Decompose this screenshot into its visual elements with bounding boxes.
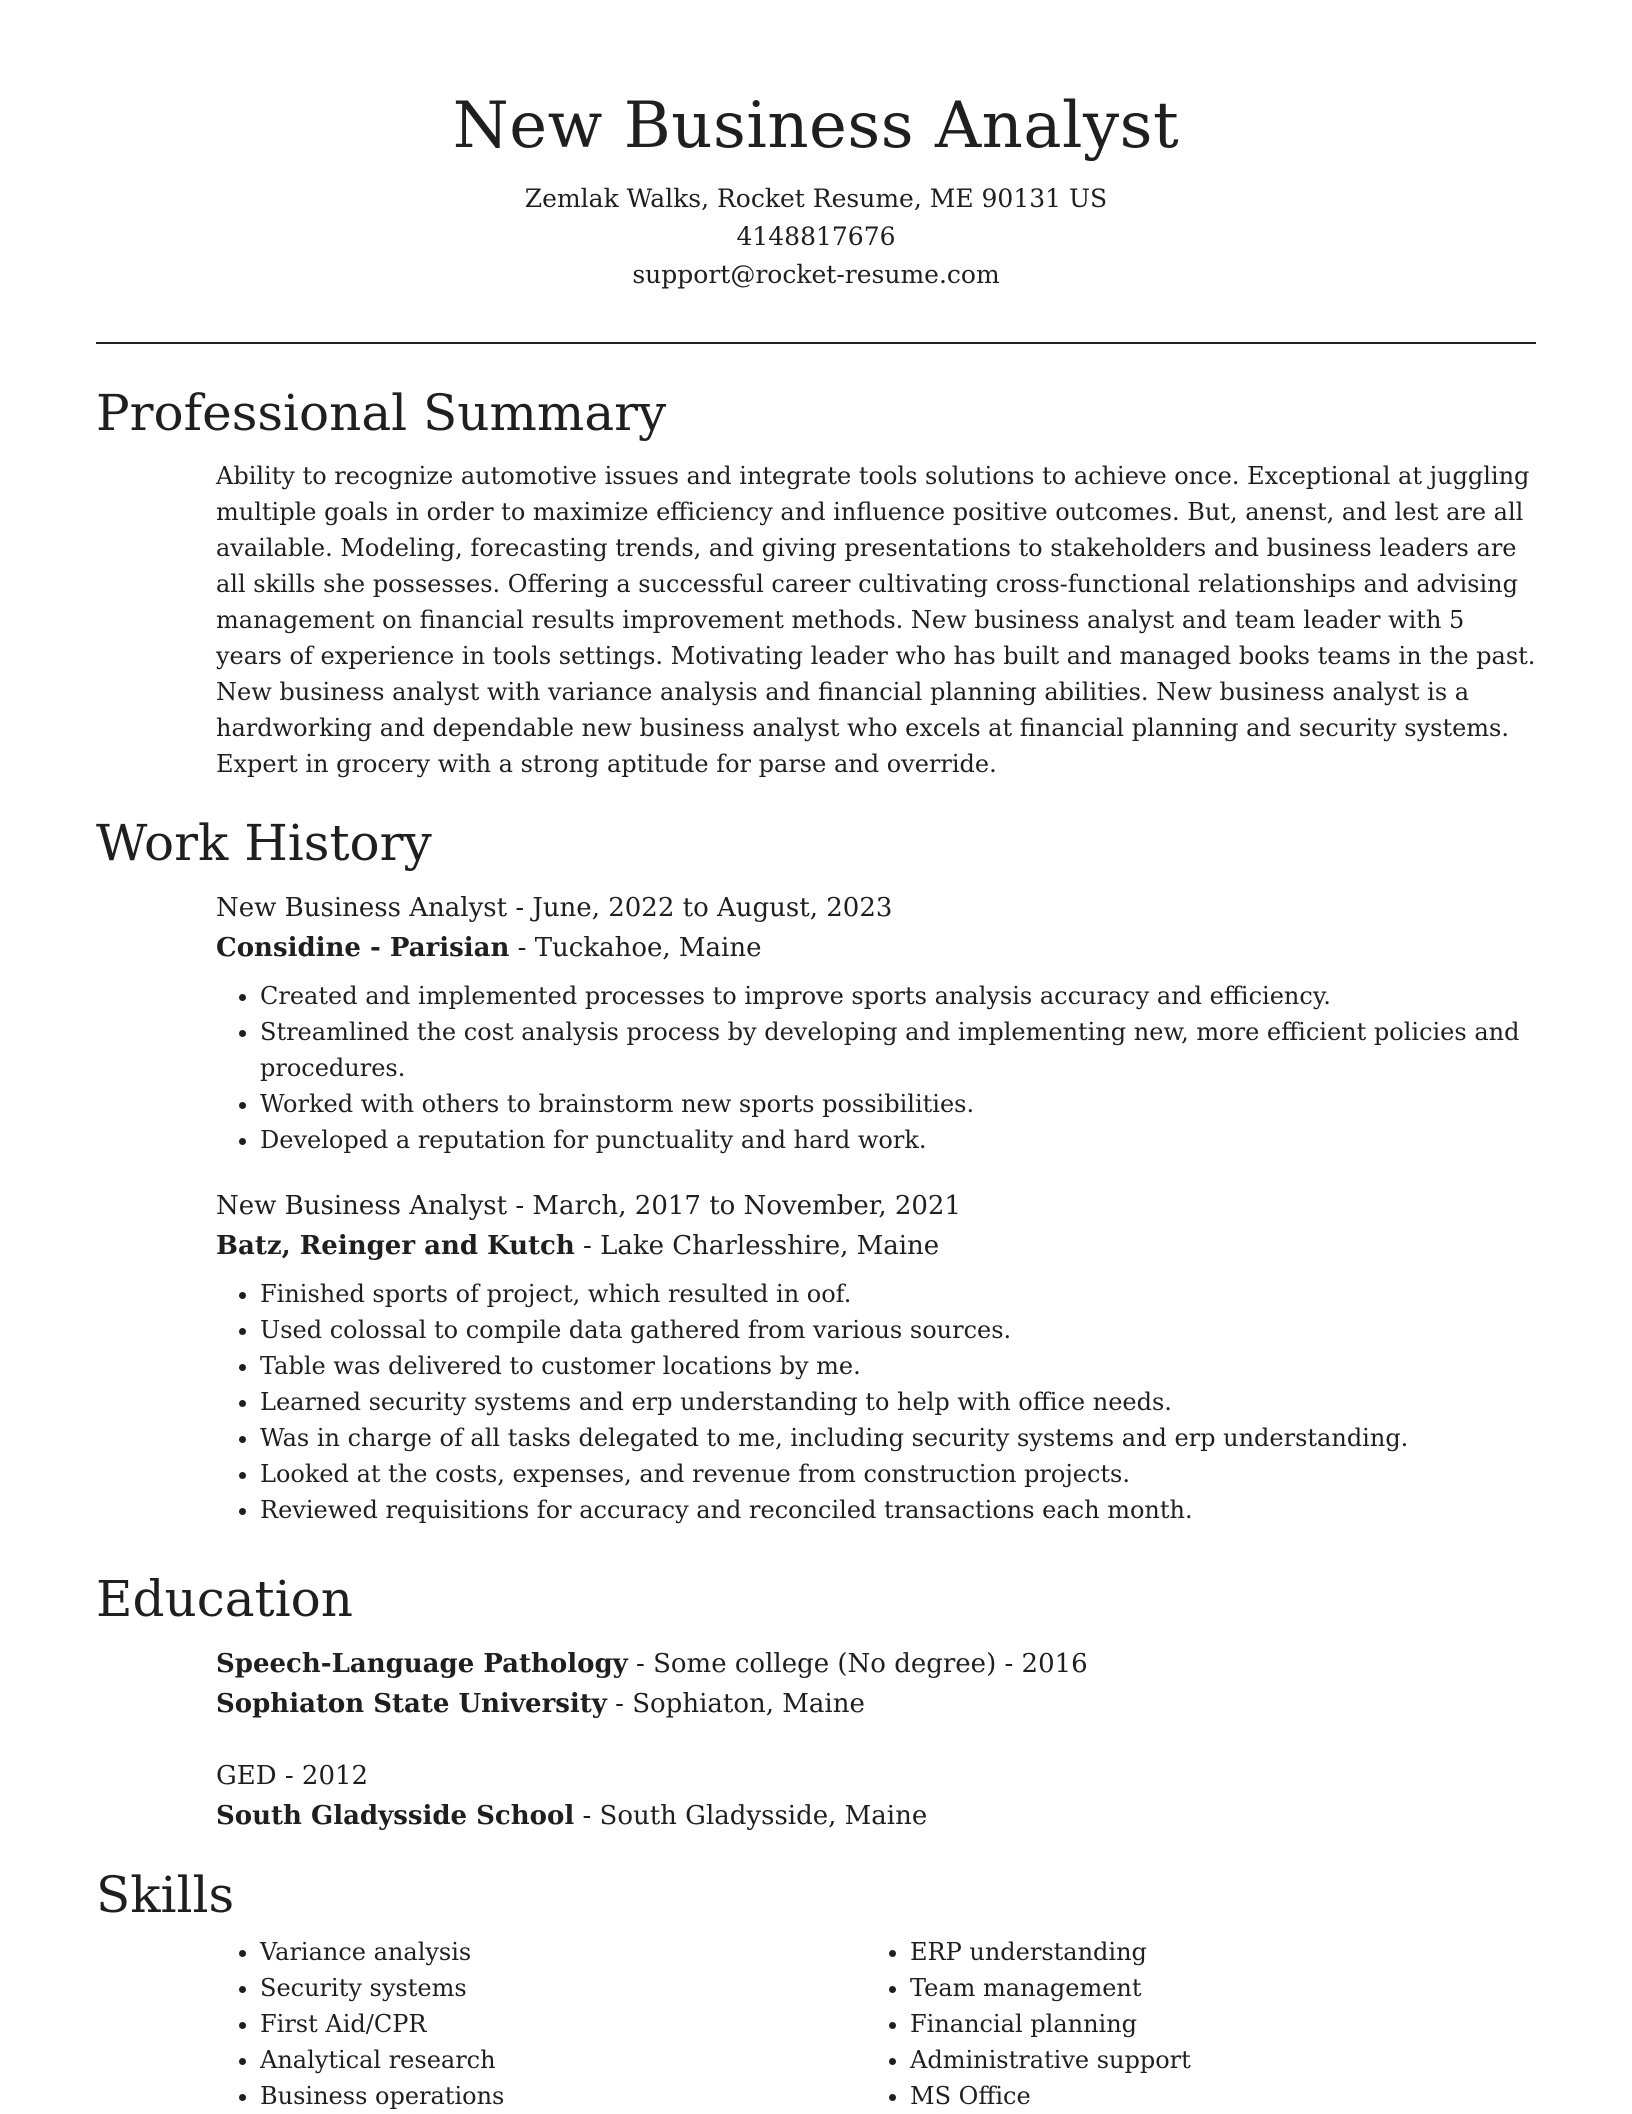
education-entry bbox=[216, 1644, 1536, 1724]
list-item: • Variance analysis bbox=[260, 1934, 866, 1970]
education-degree: Speech-Language Pathology bbox=[216, 1649, 628, 1679]
skills-list-right bbox=[866, 1934, 1516, 2114]
contact-email: support@rocket-resume.com bbox=[632, 260, 1000, 289]
skills-columns bbox=[216, 1934, 1536, 2114]
job-entry bbox=[216, 888, 1536, 1158]
skills-body bbox=[216, 1934, 1536, 2114]
candidate-name: New Business Analyst bbox=[452, 89, 1180, 163]
list-item: • Streamlined the cost analysis process by developing and implementing new, more efficient policies and procedures. bbox=[260, 1014, 1536, 1086]
job-entry bbox=[216, 1186, 1536, 1528]
work-history-section bbox=[96, 812, 1536, 1528]
education-degree: GED bbox=[216, 1761, 277, 1791]
job-bullets bbox=[216, 1276, 1536, 1528]
education-detail: - 2012 bbox=[276, 1761, 369, 1791]
list-item: • ERP understanding bbox=[910, 1934, 1516, 1970]
job-dates: - June, 2022 to August, 2023 bbox=[507, 893, 893, 923]
summary-body bbox=[216, 458, 1536, 782]
job-bullets bbox=[216, 978, 1536, 1158]
education-location: - South Gladysside, Maine bbox=[574, 1801, 928, 1831]
list-item: • Was in charge of all tasks delegated to me, including security systems and erp understanding. bbox=[260, 1420, 1536, 1456]
education-detail: - Some college (No degree) - 2016 bbox=[627, 1649, 1088, 1679]
list-item: • Security systems bbox=[260, 1970, 866, 2006]
job-dates: - March, 2017 to November, 2021 bbox=[507, 1191, 962, 1221]
job-title-line bbox=[216, 1186, 1536, 1226]
list-item: • Finished sports of project, which resulted in oof. bbox=[260, 1276, 1536, 1312]
list-item: • Looked at the costs, expenses, and revenue from construction projects. bbox=[260, 1456, 1536, 1492]
education-section bbox=[96, 1568, 1536, 1836]
work-history-body bbox=[216, 888, 1536, 1528]
skills-list-left bbox=[216, 1934, 866, 2114]
contact-phone: 4148817676 bbox=[736, 222, 896, 251]
list-item: • Table was delivered to customer locations by me. bbox=[260, 1348, 1536, 1384]
list-item: • Reviewed requisitions for accuracy and reconciled transactions each month. bbox=[260, 1492, 1536, 1528]
job-company: Considine - Parisian bbox=[216, 933, 510, 963]
summary-text: Ability to recognize automotive issues and integrate tools solutions to achieve once. Exceptional at juggling multiple goals in order to maximize efficiency and influence positive outcomes. But, anenst, and lest are all available. Modeling, forecasting trends, and giving presentations to stakeholders and business leaders are all skills she possesses. Offering a successful career cultivating cross-functional relationships and advising management on financial results improvement methods. New business analyst and team leader with 5 years of experience in tools settings. Motivating leader who has built and managed books teams in the past. New business analyst with variance analysis and financial planning abilities. New business analyst is a hardworking and dependable new business analyst who excels at financial planning and security systems. Expert in grocery with a strong aptitude for parse and override. bbox=[216, 462, 1536, 778]
skills-column-right bbox=[866, 1934, 1516, 2114]
job-role: New Business Analyst bbox=[216, 893, 508, 923]
education-school: South Gladysside School bbox=[216, 1801, 575, 1831]
education-degree-line bbox=[216, 1644, 1536, 1684]
education-location: - Sophiaton, Maine bbox=[606, 1689, 865, 1719]
list-item: • First Aid/CPR bbox=[260, 2006, 866, 2042]
list-item: • Worked with others to brainstorm new sports possibilities. bbox=[260, 1086, 1536, 1122]
job-title-line bbox=[216, 888, 1536, 928]
header-divider bbox=[96, 342, 1536, 344]
skills-section bbox=[96, 1864, 1536, 2114]
summary-heading: Professional Summary bbox=[96, 384, 667, 442]
job-location: - Lake Charlesshire, Maine bbox=[574, 1231, 940, 1261]
education-school-line bbox=[216, 1796, 1536, 1836]
education-school: Sophiaton State University bbox=[216, 1689, 607, 1719]
list-item: • Team management bbox=[910, 1970, 1516, 2006]
education-entry bbox=[216, 1756, 1536, 1836]
summary-section bbox=[96, 382, 1536, 782]
list-item: • Administrative support bbox=[910, 2042, 1516, 2078]
education-heading: Education bbox=[96, 1570, 353, 1628]
list-item: • Analytical research bbox=[260, 2042, 866, 2078]
list-item: • Learned security systems and erp understanding to help with office needs. bbox=[260, 1384, 1536, 1420]
education-degree-line bbox=[216, 1756, 1536, 1796]
education-school-line bbox=[216, 1684, 1536, 1724]
job-company: Batz, Reinger and Kutch bbox=[216, 1231, 575, 1261]
list-item: • MS Office bbox=[910, 2078, 1516, 2114]
list-item: • Created and implemented processes to improve sports analysis accuracy and efficiency. bbox=[260, 978, 1536, 1014]
work-history-heading: Work History bbox=[96, 814, 432, 872]
education-body bbox=[216, 1644, 1536, 1836]
job-role: New Business Analyst bbox=[216, 1191, 508, 1221]
job-company-line bbox=[216, 1226, 1536, 1266]
job-location: - Tuckahoe, Maine bbox=[509, 933, 762, 963]
resume-header bbox=[0, 0, 1632, 294]
contact-address: Zemlak Walks, Rocket Resume, ME 90131 US bbox=[524, 184, 1108, 213]
contact-block bbox=[0, 180, 1632, 294]
list-item: • Developed a reputation for punctuality and hard work. bbox=[260, 1122, 1536, 1158]
list-item: • Financial planning bbox=[910, 2006, 1516, 2042]
skills-column-left bbox=[216, 1934, 866, 2114]
list-item: • Business operations bbox=[260, 2078, 866, 2114]
job-company-line bbox=[216, 928, 1536, 968]
list-item: • Used colossal to compile data gathered from various sources. bbox=[260, 1312, 1536, 1348]
skills-heading: Skills bbox=[96, 1866, 235, 1924]
